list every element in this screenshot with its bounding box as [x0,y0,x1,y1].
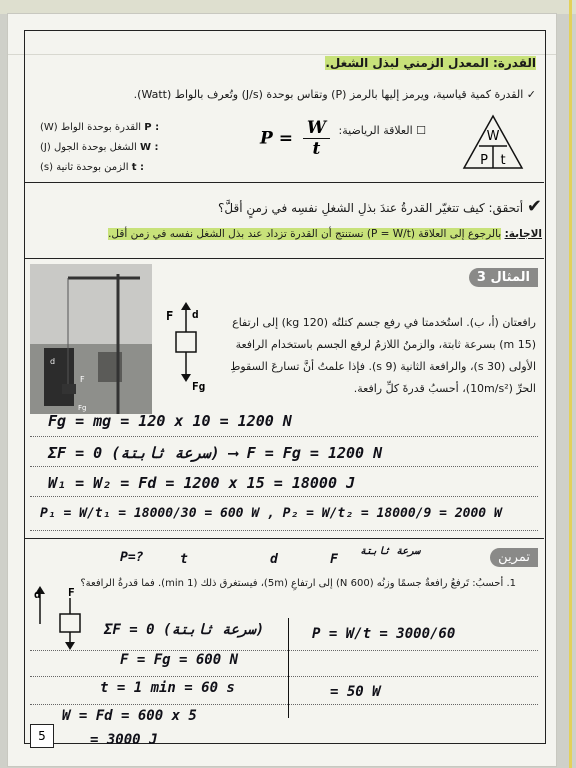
practice-solution-line: t = 1 min = 60 s [100,680,235,696]
ruled-line [30,530,538,531]
practice-solution-line: ΣF = 0 (سرعة ثابتة) [104,622,265,638]
formula-denominator: t [312,139,321,159]
page-number [30,724,54,748]
practice-solution-line: F = Fg = 600 N [120,652,239,668]
legend-item [40,138,159,158]
ruled-line [30,496,538,497]
legend-item [40,158,159,178]
power-definition-text: القدرة كمية قياسية، ويرمز إليها بالرمز (P) وتقاس بوحدة (J/s) وتُعرف بالواط (Watt). [133,88,524,101]
practice-solution-line: W = Fd = 600 x 5 [62,708,197,724]
power-triangle [462,114,524,170]
answer-row [52,228,542,240]
checkbox-icon: ☐ [412,124,426,137]
ruled-line [30,704,538,705]
formula-lhs: P = [260,128,293,149]
ruled-line [30,466,538,467]
practice-text: 1. أحسبُ: تَرفعُ رافعةٌ جسمًا وزنُه (600 N) إلى ارتفاعِ (5m)، فيستغرق ذلك (1 min). فما قدرةُ الرافعة؟ [80,578,516,589]
solution-line: ΣF = 0 (سرعة ثابتة) ⟶ F = Fg = 1200 N [48,444,383,462]
example-line: الحرِّ (10m/s²)، أحسبُ قدرةَ كلِّ رافعة. [353,382,536,395]
math-relation-text: العلاقة الرياضية: [338,124,413,137]
practice-mark-t: t [180,552,188,567]
legend-item [40,118,159,138]
legend-list [40,118,159,178]
check-question [218,196,542,217]
big-check-icon: ✔ [526,196,542,217]
ruled-line [30,436,538,437]
example-badge-text: المثال 3 [476,270,530,285]
legend-symbol: t : [131,162,144,173]
practice-mark-d: d [270,552,278,567]
ruled-line [30,650,538,651]
top-binder-band [0,0,576,14]
solution-line: W₁ = W₂ = Fd = 1200 x 15 = 18000 J [48,474,356,492]
formula-numerator: W [303,118,330,139]
image-label-f: F [80,375,85,384]
sketch-label-f: F [166,309,174,323]
example-badge [469,268,538,287]
sketch-label-fg: Fg [192,380,206,392]
practice-sketch-f: F [68,586,75,599]
practice-badge-text: تمرين [498,550,530,565]
image-label-d: d [50,357,56,366]
triangle-right: t [500,153,506,168]
power-heading-text: القدرة: المعدل الزمني لبذل الشغل. [325,56,536,70]
answer-label: الاجابة: [504,228,542,240]
practice-mark-f: F [330,552,338,567]
check-icon: ✓ [523,88,536,101]
divider [24,182,544,183]
free-body-sketch [166,302,206,392]
ruled-line [30,676,538,677]
practice-mark-speed: سرعة ثابتة [360,546,421,557]
practice-solution-line: = 50 W [330,684,381,700]
triangle-top: W [486,129,500,144]
legend-text: القدرة بوحدة الواط (W) [40,122,142,133]
example-text [216,312,536,400]
example-line: رافعتان (أ، ب). استُخدمتا في رفع جسم كتلتُه (120 kg) إلى ارتفاع [232,316,536,329]
solution-divider [288,618,289,718]
divider [24,258,544,259]
example-line: (15 m) بسرعة ثابتة، والزمنُ اللازمُ لرفع الجسم باستخدام الرافعة [235,338,536,351]
sketch-label-d: d [192,308,199,321]
power-definition [66,88,536,101]
divider [24,538,544,539]
power-heading [325,56,536,70]
legend-text: الزمن بوحدة ثانية (s) [40,162,129,173]
crane-illustration [30,264,152,414]
binder-edge [569,0,572,768]
example-line: الأولى (30 s)، والرافعة الثانية (9 s). فإذا علمتُ أنَّ تسارعَ السقوطِ [230,360,536,373]
solution-line: P₁ = W/t₁ = 18000/30 = 600 W , P₂ = W/t₂ = 18000/9 = 2000 W [40,506,502,521]
legend-symbol: W : [139,142,159,153]
check-question-text: أتحقق: كيف تتغيّر القدرةُ عندَ بذلِ الشغلِ نفسِه في زمنٍ أقلَّ؟ [218,201,524,215]
practice-mark-p: P=? [120,550,144,565]
triangle-left: P [480,153,488,168]
math-relation-label [339,124,426,137]
practice-free-body-sketch [32,584,92,654]
practice-solution-line: = 3000 J [90,732,158,748]
answer-text: بالرجوع إلى العلاقة (P = W/t) نستنتج أن القدرة تزداد عند بذل الشغل نفسه في زمن أقل. [108,228,502,240]
formula-fraction [303,118,330,159]
practice-solution-line: P = W/t = 3000/60 [312,626,456,642]
page-number-text: 5 [38,729,46,743]
practice-sketch-d: d [34,588,41,601]
legend-text: الشغل بوحدة الجول (J) [40,142,137,153]
legend-symbol: P : [144,122,160,133]
power-formula [260,118,330,159]
solution-line: Fg = mg = 120 x 10 = 1200 N [48,412,292,430]
practice-badge [490,548,538,567]
image-label-fg: Fg [78,404,87,412]
